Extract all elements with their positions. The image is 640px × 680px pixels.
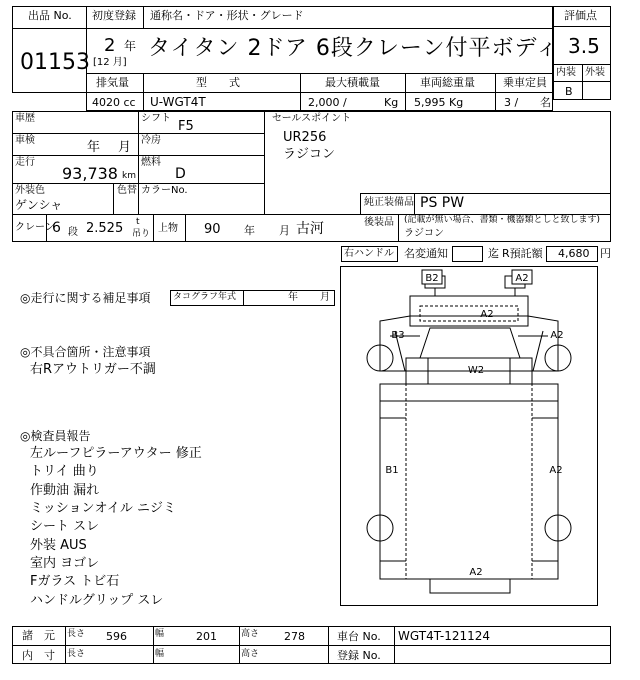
score-value: 3.5 [568, 34, 600, 58]
recycle-deposit-value: 4,680 [558, 247, 590, 260]
aftermarket-value: ラジコン [404, 228, 444, 239]
vehicle-name: タイタン 2ドア 6段クレーン付平ボディ [148, 36, 559, 61]
shift-value: F5 [178, 119, 194, 134]
meter-change-label: 名変通知 [404, 247, 448, 260]
diagram-mark-b2-top: B2 [425, 273, 439, 284]
diagram-mark-a2-roof: A2 [480, 309, 494, 320]
inspection-label: 車検 [15, 135, 35, 146]
aftermarket-note: (記載が無い場合、書類・機器類としと致します) [404, 215, 601, 225]
lot-label: 出品 No. [28, 9, 72, 22]
recycle-deposit-unit: 円 [600, 247, 611, 260]
lot-number: 01153 [20, 50, 90, 75]
height-value: 278 [284, 630, 305, 643]
sales-point-1: UR256 [283, 130, 327, 145]
max-load-label: 最大積載量 [325, 76, 380, 89]
gross-weight-value: 5,995 Kg [414, 96, 464, 109]
interior-width-label: 幅 [155, 649, 165, 659]
score-label: 評価点 [564, 9, 597, 22]
color-label: 外装色 [15, 185, 45, 196]
reg-year: 2 [104, 35, 116, 56]
height-label: 高さ [241, 629, 260, 639]
first-reg-label: 初度登録 [92, 9, 136, 22]
reg-year-unit: 年 [124, 39, 137, 53]
defects-label: ◎不具合箇所・注意事項 [20, 345, 151, 359]
equipment-label: 純正装備品 [364, 197, 414, 208]
defect-1: 右Rアウトリガー不調 [30, 362, 156, 377]
diagram-mark-b3-left: B3 [391, 330, 405, 341]
capacity-unit: 名 [540, 96, 551, 109]
color-change-label: 色替 [117, 185, 137, 196]
width-value: 201 [196, 630, 217, 643]
displacement-value: 4020 cc [92, 96, 136, 109]
capacity-label: 乗車定員 [503, 76, 547, 89]
diagram-mark-b1-left: B1 [385, 465, 399, 476]
width-label: 幅 [155, 629, 165, 639]
dimensions-label: 諸 元 [22, 629, 55, 642]
diagram-mark-a2-rear: A2 [469, 567, 483, 578]
diagram-mark-w2: W2 [467, 365, 485, 376]
inspector-note-5: シート スレ [30, 519, 100, 534]
mileage-label: 走行 [15, 157, 35, 168]
shift-label: シフト [141, 113, 171, 124]
length-value: 596 [106, 630, 127, 643]
mileage-unit: km [122, 171, 136, 181]
inspector-note-9: ハンドルグリップ スレ [30, 593, 164, 608]
reg-month: [12 月] [93, 57, 127, 68]
sales-point-2: ラジコン [283, 147, 336, 162]
fuel-label: 燃料 [141, 157, 161, 168]
body-label: 上物 [158, 223, 178, 234]
max-load-value: 2,000 / [308, 96, 347, 109]
inspector-label: ◎検査員報告 [20, 429, 91, 443]
model-label: 型 式 [196, 76, 240, 89]
interior-grade-label: 内装 [556, 67, 576, 78]
diagram-mark-a2-right: A2 [549, 465, 563, 476]
color-value: ゲンシャ [15, 198, 63, 212]
interior-grade: B [565, 85, 573, 98]
model-value: U-WGT4T [150, 95, 206, 109]
sales-points-label: セールスポイント [272, 113, 352, 124]
inspector-note-6: 外装 AUS [30, 538, 87, 553]
diagram-mark-a2-top: A2 [515, 273, 529, 284]
interior-length-label: 長さ [67, 649, 86, 659]
length-label: 長さ [67, 629, 86, 639]
inspector-note-7: 室内 ヨゴレ [30, 556, 100, 571]
crane-month-unit: 月 [279, 224, 290, 237]
crane-maker: 古河 [296, 221, 324, 237]
inspection-month: 月 [118, 140, 132, 155]
chassis-value: WGT4T-121124 [398, 629, 491, 643]
inspection-year: 年 [87, 140, 101, 155]
inspector-note-3: 作動油 漏れ [30, 483, 100, 498]
inspector-note-4: ミッションオイル ニジミ [30, 501, 176, 516]
tachograph-month: 月 [320, 292, 330, 303]
truck-diagram [340, 266, 598, 606]
capacity-value: 3 / [504, 96, 519, 109]
diagram-mark-a2-right-front: A2 [550, 330, 564, 341]
equipment-value: PS PW [420, 195, 465, 211]
fuel-value: D [175, 166, 186, 182]
steering-value: 右ハンドル [344, 248, 394, 259]
gross-weight-label: 車両総重量 [420, 76, 475, 89]
crane-capacity-unit-bottom: 吊り [132, 229, 151, 239]
driving-notes-label: ◎走行に関する補足事項 [20, 291, 151, 305]
crane-capacity: 2.525 [86, 221, 124, 236]
chassis-label: 車台 No. [337, 630, 381, 643]
meter-change-box [452, 246, 483, 262]
max-load-unit: Kg [384, 96, 399, 109]
exterior-grade-label: 外装 [585, 67, 605, 78]
inspector-note-1: 左ルーフピラーアウター 修正 [30, 446, 202, 461]
color-code-label: カラーNo. [141, 185, 188, 196]
crane-year: 90 [204, 222, 221, 237]
crane-stages: 6 [52, 220, 61, 236]
crane-year-unit: 年 [244, 224, 255, 237]
recycle-deposit-label: R預託額 [502, 247, 543, 260]
ac-label: 冷房 [141, 135, 161, 146]
crane-stages-unit: 段 [68, 227, 78, 238]
vehicle-name-label: 通称名・ドア・形状・グレード [150, 9, 304, 22]
crane-label: クレーン [15, 222, 55, 233]
inspector-note-2: トリイ 曲り [30, 464, 99, 479]
crane-capacity-unit-top: t [136, 217, 140, 227]
interior-dimensions-label: 内 寸 [22, 649, 55, 662]
interior-height-label: 高さ [241, 649, 260, 659]
meter-limit-label: 迄 [488, 247, 499, 260]
tachograph-year: 年 [288, 292, 298, 303]
mileage-value: 93,738 [62, 164, 118, 183]
history-label: 車歴 [15, 113, 35, 124]
inspector-note-8: Fガラス トビ石 [30, 574, 120, 589]
registration-label: 登録 No. [337, 649, 381, 662]
aftermarket-label: 後装品 [364, 217, 394, 228]
tachograph-label: タコグラフ年式 [173, 292, 237, 302]
displacement-label: 排気量 [96, 76, 129, 89]
